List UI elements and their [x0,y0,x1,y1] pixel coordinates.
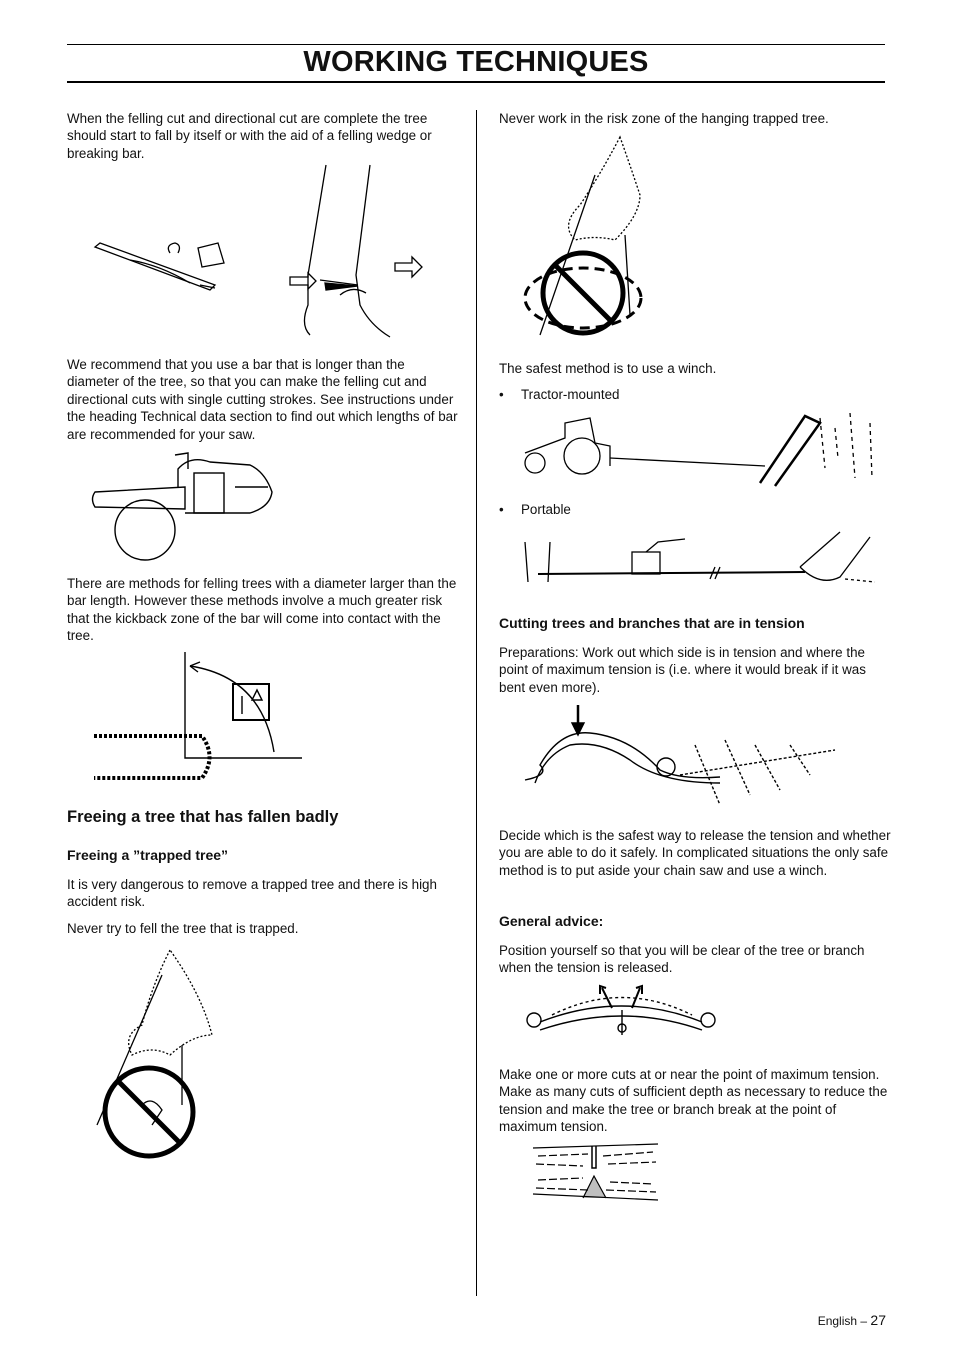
never-fell-trapped-text: Never try to fell the tree that is trapped. [67,921,299,936]
make-cuts-text: Make one or more cuts at or near the point of maximum tension. Make as many cuts of sufficient depth as necessary to reduce the tension and make the tree or branch break at the point of maximum tension. [499,1067,888,1135]
safest-winch-text: The safest method is to use a winch. [499,361,717,376]
risk-zone-text: Never work in the risk zone of the hanging trapped tree. [499,111,829,126]
header-rule-top [67,44,885,45]
header-rule-bottom [67,81,885,83]
chainsaw-log-illustration [90,447,280,562]
position-yourself-text: Position yourself so that you will be clear of the tree or branch when the tension is released. [499,943,865,976]
footer-language: English [817,1314,858,1328]
tractor-winch-illustration [520,408,880,486]
branch-tension-illustration [520,705,840,815]
tension-release-illustration [522,980,722,1042]
bar-length-text: We recommend that you use a bar that is longer than the diameter of the tree, so that you can make the felling cut and directional cuts with single cutting strokes. See instructions under the heading Technical data section to find out which lengths of bar are recommended for your saw. [67,357,458,442]
heading-tension: Cutting trees and branches that are in tension [499,615,805,631]
trapped-tree-prohibited-illustration [92,945,222,1160]
felling-wedge-illustration [90,165,435,340]
column-divider [476,110,477,1296]
subheading-trapped-tree: Freeing a ”trapped tree” [67,847,229,863]
portable-winch-illustration [520,527,880,587]
footer-dash: – [860,1314,868,1328]
hanging-tree-prohibited-illustration [520,135,645,345]
tension-cut-log-illustration [528,1142,663,1202]
bullet-dot: • [499,502,504,517]
kickback-zone-illustration [92,652,302,790]
large-diameter-text: There are methods for felling trees with a diameter larger than the bar length. However these methods involve a much greater risk that the kickback zone of the bar will come into contact with the tree. [67,576,457,644]
heading-general-advice: General advice: [499,913,604,929]
page-number: 27 [870,1312,886,1328]
felling-complete-text: When the felling cut and directional cut are complete the tree should start to fall by itself or with the aid of a felling wedge or breaking bar. [67,111,432,161]
decide-safest-text: Decide which is the safest way to release the tension and whether you are able to do it safely. In complicated situations the only safe method is to put aside your chain saw and use a winch. [499,828,891,878]
preparations-text: Preparations: Work out which side is in tension and where the point of maximum tension is (i.e. where it would break if it was bent even more). [499,645,866,695]
section-heading-freeing-tree: Freeing a tree that has fallen badly [67,808,339,826]
page-footer [818,1312,886,1328]
trapped-tree-danger-text: It is very dangerous to remove a trapped tree and there is high accident risk. [67,877,437,910]
bullet-dot: • [499,387,504,402]
page-title: WORKING TECHNIQUES [303,46,649,78]
